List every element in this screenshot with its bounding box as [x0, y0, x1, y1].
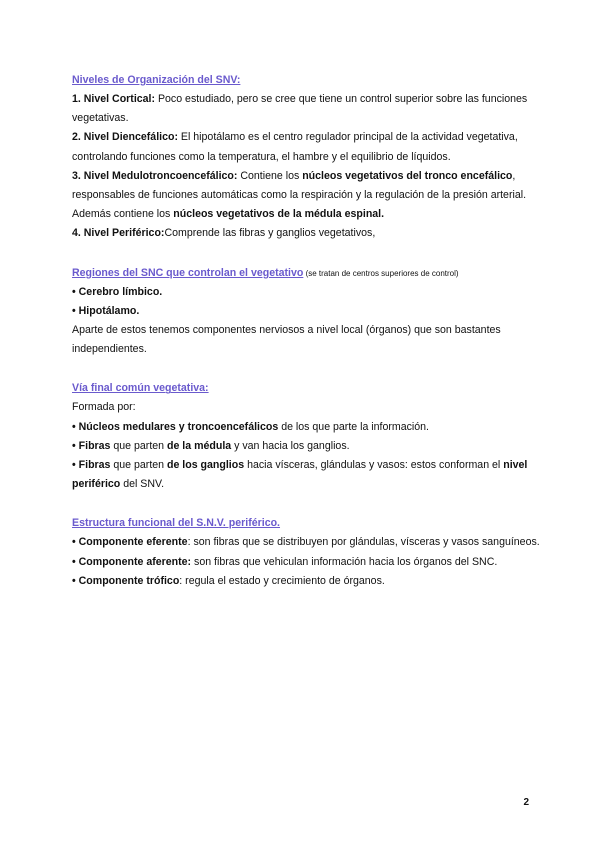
section-heading: Niveles de Organización del SNV: [72, 74, 241, 86]
list-item: 4. Nivel Periférico:Comprende las fibras y ganglios vegetativos, [72, 227, 376, 240]
paragraph: Formada por: [72, 401, 136, 414]
paragraph: Aparte de estos tenemos componentes nerviosos a nivel local (órganos) que son bastantes independientes. [72, 324, 501, 356]
list-item: • Componente eferente: son fibras que se distribuyen por glándulas, vísceras y vasos sanguíneos. [72, 536, 540, 549]
list-item: • Componente trófico: regula el estado y crecimiento de órganos. [72, 574, 385, 587]
section-heading: Vía final común vegetativa: [72, 382, 209, 395]
list-item: • Hipotálamo. [72, 304, 140, 317]
list-item: 2. Nivel Diencefálico: El hipotálamo es el centro regulador principal de la actividad vegetativa, controlando funciones como la temperatura, el hambre y el equilibrio de líquidos. [72, 131, 518, 163]
section-niveles [72, 70, 542, 244]
section-heading-note: (se tratan de centros superiores de control) [303, 268, 459, 278]
page-number: 2 [523, 797, 529, 808]
section-heading: Estructura funcional del S.N.V. periférico. [72, 517, 281, 530]
list-item: • Cerebro límbico. [72, 285, 163, 298]
list-item: • Fibras que parten de la médula y van hacia los ganglios. [72, 439, 350, 452]
section-via-final [72, 378, 542, 494]
list-item: • Componente aferente: son fibras que vehiculan información hacia los órganos del SNC. [72, 555, 498, 568]
section-heading: Regiones del SNC que controlan el vegetativo [72, 266, 304, 279]
list-item: 3. Nivel Medulotroncoencefálico: Contiene los núcleos vegetativos del tronco encefálico, responsables de funciones automáticas como la respiración y la regulación de la presión arterial. Además contiene los núcleos vegetativos de la médula espinal. [72, 169, 527, 221]
section-regiones [72, 263, 542, 360]
document-body [72, 70, 542, 610]
list-item: • Fibras que parten de los ganglios hacia vísceras, glándulas y vasos: estos conforman el nivel periférico del SNV. [72, 459, 528, 491]
section-estructura [72, 513, 542, 591]
list-item: • Núcleos medulares y troncoencefálicos de los que parte la información. [72, 420, 430, 433]
list-item: 1. Nivel Cortical: Poco estudiado, pero se cree que tiene un control superior sobre las funciones vegetativas. [72, 93, 528, 125]
